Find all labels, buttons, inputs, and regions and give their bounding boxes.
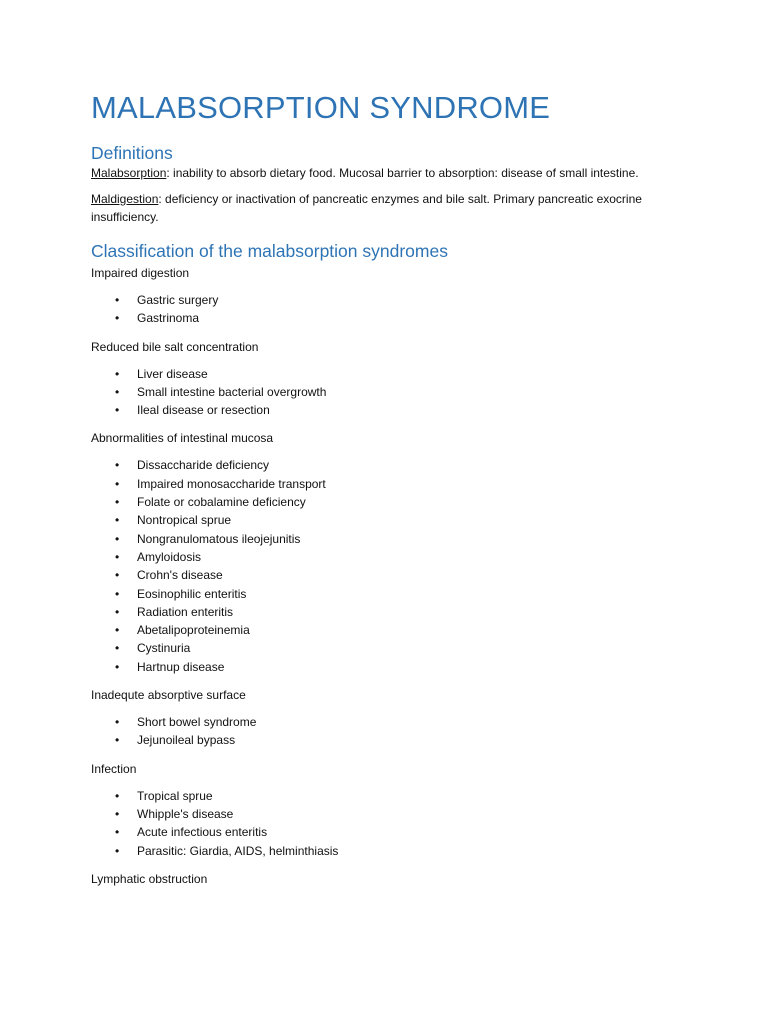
list-item-text: Ileal disease or resection (137, 403, 270, 418)
list-item-text: Cystinuria (137, 641, 191, 656)
bullet-icon: • (115, 495, 120, 510)
group-label: Reduced bile salt concentration (91, 339, 259, 354)
bullet-icon: • (115, 366, 120, 381)
list-item (91, 309, 691, 327)
bullet-icon: • (115, 806, 120, 821)
list-item (91, 621, 691, 639)
maldigestion-term: Maldigestion (91, 192, 159, 206)
list-item (91, 603, 691, 621)
list-item-text: Nongranulomatous ileojejunitis (137, 531, 301, 546)
list-item-text: Small intestine bacterial overgrowth (137, 384, 327, 399)
list-item (91, 713, 691, 731)
bullet-icon: • (115, 568, 120, 583)
group-label: Infection (91, 761, 137, 776)
classification-heading: Classification of the malabsorption syndromes (91, 241, 448, 261)
bullet-icon: • (115, 733, 120, 748)
list-item-text: Whipple's disease (137, 806, 234, 821)
bullet-icon: • (115, 531, 120, 546)
definitions-heading: Definitions (91, 143, 173, 163)
list-item (91, 731, 691, 749)
malabsorption-text: : inability to absorb dietary food. Mucosal barrier to absorption: disease of small intestine. (166, 166, 639, 180)
list-item (91, 383, 691, 401)
list-item-text: Radiation enteritis (137, 604, 234, 619)
group-label: Impaired digestion (91, 266, 190, 280)
list-item-text: Amyloidosis (137, 549, 202, 564)
bullet-icon: • (115, 293, 120, 307)
malabsorption-definition (91, 164, 691, 182)
bullet-icon: • (115, 513, 120, 528)
list-item (91, 511, 691, 529)
maldigestion-definition (91, 190, 691, 226)
bullet-icon: • (115, 586, 120, 601)
list-item-text: Parasitic: Giardia, AIDS, helminthiasis (137, 843, 339, 858)
list-item (91, 401, 691, 419)
list-item (91, 548, 691, 566)
bullet-icon: • (115, 403, 120, 418)
list-item (91, 805, 691, 823)
list-item (91, 456, 691, 474)
list-item-text: Gastrinoma (137, 311, 200, 326)
list-item (91, 823, 691, 841)
bullet-icon: • (115, 825, 120, 840)
list-item (91, 530, 691, 548)
bullet-list (91, 787, 691, 860)
bullet-icon: • (115, 715, 120, 730)
list-item-text: Liver disease (137, 366, 208, 381)
list-item (91, 291, 691, 309)
bullet-icon: • (115, 604, 120, 619)
group-label: Abnormalities of intestinal mucosa (91, 431, 274, 446)
list-item-text: Dissaccharide deficiency (137, 458, 270, 473)
bullet-list (91, 365, 691, 420)
list-item-text: Short bowel syndrome (137, 715, 257, 730)
bullet-icon: • (115, 384, 120, 399)
list-item-text: Impaired monosaccharide transport (137, 476, 326, 491)
bullet-icon: • (115, 641, 120, 656)
malabsorption-term: Malabsorption (91, 166, 167, 180)
list-item-text: Eosinophilic enteritis (137, 586, 247, 601)
list-item-text: Abetalipoproteinemia (137, 623, 250, 638)
bullet-icon: • (115, 843, 120, 858)
list-item-text: Acute infectious enteritis (137, 825, 268, 840)
bullet-icon: • (115, 659, 120, 674)
list-item (91, 566, 691, 584)
group-label: Lymphatic obstruction (91, 871, 208, 886)
list-item (91, 658, 691, 676)
list-item (91, 475, 691, 493)
bullet-icon: • (115, 311, 120, 326)
bullet-icon: • (115, 623, 120, 638)
list-item-text: Tropical sprue (137, 788, 213, 803)
list-item (91, 787, 691, 805)
bullet-icon: • (115, 476, 120, 491)
bullet-list (91, 713, 691, 750)
list-item (91, 639, 691, 657)
bullet-icon: • (115, 788, 120, 803)
document-page (91, 86, 691, 888)
list-item-text: Folate or cobalamine deficiency (137, 495, 306, 510)
list-item-text: Hartnup disease (137, 659, 225, 674)
list-item (91, 842, 691, 860)
list-item-text: Nontropical sprue (137, 513, 232, 528)
list-item-text: Gastric surgery (137, 293, 219, 307)
list-item (91, 493, 691, 511)
list-item (91, 365, 691, 383)
maldigestion-text: : deficiency or inactivation of pancreatic enzymes and bile salt. Primary pancreatic exocrine insufficiency. (91, 192, 642, 224)
list-item-text: Jejunoileal bypass (137, 733, 236, 748)
list-item (91, 585, 691, 603)
list-item-text: Crohn's disease (137, 568, 223, 583)
group-label: Inadequte absorptive surface (91, 688, 246, 703)
bullet-icon: • (115, 549, 120, 564)
classification-groups (91, 264, 691, 888)
bullet-list (91, 456, 691, 676)
document-title: MALABSORPTION SYNDROME (91, 90, 551, 125)
bullet-list (91, 291, 691, 328)
bullet-icon: • (115, 458, 120, 473)
